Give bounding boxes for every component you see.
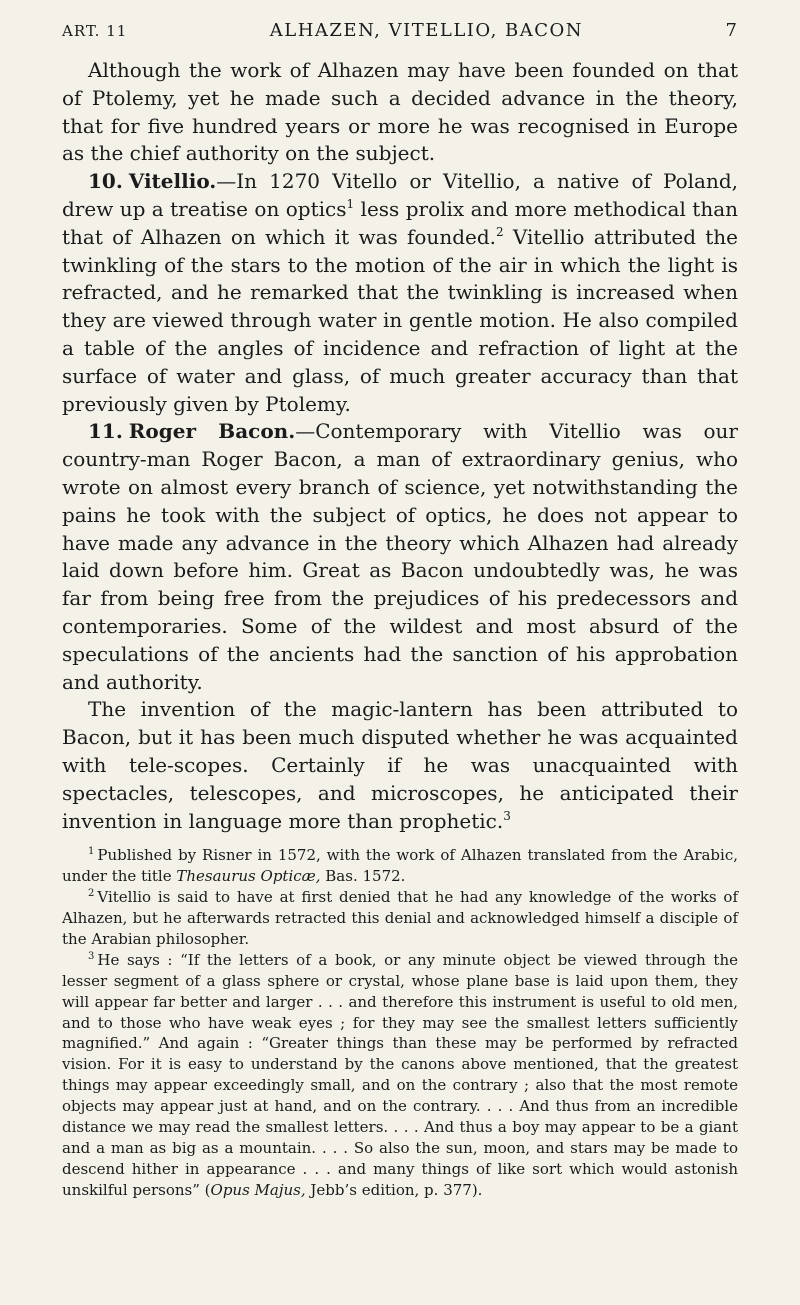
paragraph-text: The invention of the magic-lantern has been attributed to Bacon, but it has been much disputed whether he was acquainted with tele-scopes. Certainly if he was unacquainted with spectacles, telescopes, and microscopes, he anticipated their invention in language more than prophetic. [62,697,738,833]
footnote-3 [62,950,738,1201]
footnote-ref-2: 2 [496,224,504,239]
section-number: 11. [88,419,123,444]
footnote-1 [62,845,738,887]
paragraph-magic-lantern [62,696,738,835]
footnote-2 [62,887,738,950]
page-number: 7 [725,20,738,41]
footnote-text: Published by Risner in 1572, with the work of Alhazen translated from the Arabic, under the title [62,846,738,886]
section-text: less prolix and more methodical than that of Alhazen on which it was founded. [62,196,738,249]
book-title: Opus Majus, [210,1180,306,1199]
footnote-mark: 2 [88,888,95,900]
footnote-text: Vitellio is said to have at first denied that he had any knowledge of the works of Alhazen, but he afterwards retracted this denial and acknowledged himself a disciple of the Arabian philosopher. [62,888,738,948]
section-10-vitellio [62,168,738,418]
section-text: —In 1270 Vitello or Vitellio, a native of Poland, drew up a treatise on optics [62,169,738,221]
footnote-ref-1: 1 [346,196,355,211]
footnote-mark: 1 [88,846,95,858]
footnote-text: He says : “If the letters of a book, or any minute object be viewed through the lesser segment of a glass sphere or crystal, whose plane base is laid upon them, they will appear far better and larger . . . and therefore this instrument is useful to old men, and to those who have weak eyes ; for they may see the smallest letters sufficiently magnified.” And again : “Greater things than these may be performed by refracted vision. For it is easy to understand by the canons above mentioned, that the greatest things may appear exceedingly small, and on the contrary ; also that the most remote objects may appear just at hand, and on the contrary. . . . And thus from an incredible distance we may read the smallest letters. . . . And thus a boy may appear to be a giant and a man as big as a mountain. . . . So also the sun, moon, and stars may be made to descend hither in appearance . . . and many things of like sort which would astonish unskilful persons” ( [62,950,738,1199]
section-title: Roger Bacon. [128,419,296,444]
article-number: ART. 11 [62,22,128,40]
footnotes [62,845,738,1200]
paragraph-text: Although the work of Alhazen may have been founded on that of Ptolemy, yet he made such a decided advance in the theory, that for five hundred years or more he was recognised in Europe as the chief authority on the subject. [62,58,738,166]
body-text [62,57,738,835]
footnote-text: Bas. 1572. [320,867,406,886]
section-text: —Contemporary with Vitellio was our country-man Roger Bacon, a man of extraordinary genius, who wrote on almost every branch of science, yet notwithstanding the pains he took with the subject of optics, he does not appear to have made any advance in the theory which Alhazen had already laid down before him. Great as Bacon undoubtedly was, he was far from being free from the prejudices of his predecessors and contemporaries. Some of the wildest and most absurd of the speculations of the ancients had the sanction of his approbation and authority. [62,419,738,694]
paragraph-alhazen [62,57,738,168]
running-head [62,20,738,41]
footnote-mark: 3 [88,950,95,962]
section-text: Vitellio attributed the twinkling of the stars to the motion of the air in which the light is refracted, and he remarked that the twinkling is increased when they are viewed through water in gentle motion. He also compiled a table of the angles of incidence and refraction of light at the surface of water and glass, of much greater accuracy than that previously given by Ptolemy. [62,224,738,416]
running-title: ALHAZEN, VITELLIO, BACON [269,20,584,41]
section-11-roger-bacon [62,418,738,696]
book-title: Thesaurus Opticæ, [176,867,321,886]
section-number: 10. [88,169,123,194]
footnote-ref-3: 3 [503,808,511,823]
section-title: Vitellio. [128,169,217,194]
footnote-text: Jebb’s edition, p. 377). [305,1180,483,1199]
